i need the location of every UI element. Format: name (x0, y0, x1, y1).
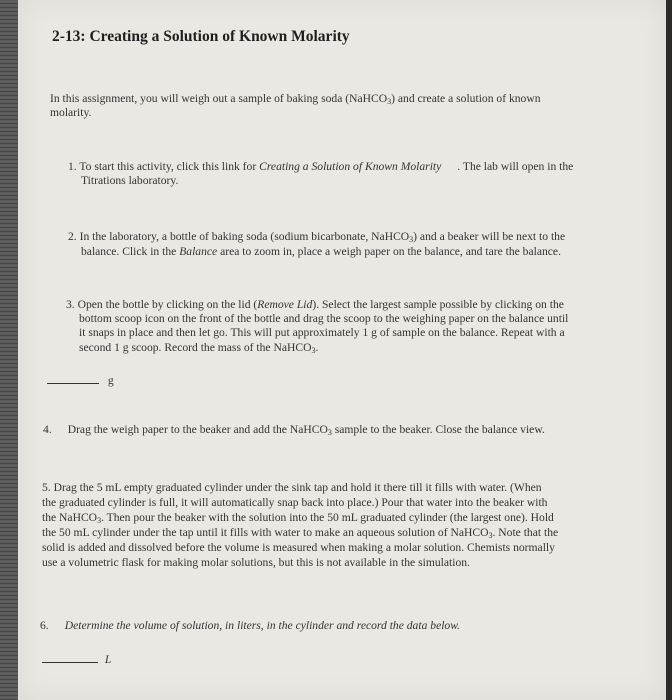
page-title: 2-13: Creating a Solution of Known Molarity (52, 28, 350, 45)
step-2-line-2: balance. Click in the Balance area to zoom in, place a weigh paper on the balance, and tare the balance. (81, 245, 561, 258)
step-5-line-4: the 50 mL cylinder under the tap until it fills with water to make an aqueous solution of NaHCO$_3$. Note that the (42, 526, 559, 540)
mass-answer-blank[interactable] (47, 373, 99, 384)
activity-link[interactable]: Creating a Solution of Known Molarity (259, 160, 442, 173)
step-1-line-1: 1. To start this activity, click this link for Creating a Solution of Known Molarity . The lab will open in the (68, 160, 574, 173)
volume-answer-blank[interactable] (42, 652, 98, 663)
step-6-line: 6. Determine the volume of solution, in liters, in the cylinder and record the data below. (40, 619, 460, 632)
step-5-line-3: the NaHCO$_3$. Then pour the beaker with the solution into the 50 mL graduated cylinder (the largest one). Hold (42, 511, 554, 525)
step-5-line-1: 5. Drag the 5 mL empty graduated cylinder under the sink tap and hold it there till it fills with water. (When (42, 481, 542, 494)
mass-answer-row (47, 373, 114, 388)
intro-line-1: In this assignment, you will weigh out a sample of baking soda (NaHCO$_3$) and create a solution of known (50, 92, 541, 106)
volume-unit: L (104, 653, 112, 666)
step-3-line-1: 3. Open the bottle by clicking on the lid (Remove Lid). Select the largest sample possible by clicking on the (66, 298, 564, 311)
page-edge (0, 0, 18, 700)
step-5-line-2: the graduated cylinder is full, it will automatically snap back into place.) Pour that water into the beaker with (42, 496, 548, 509)
step-5-line-6: use a volumetric flask for making molar solutions, but this is not available in the simulation. (42, 556, 470, 569)
step-1-line-2: Titrations laboratory. (81, 174, 179, 187)
step-3-line-3: it snaps in place and then let go. This will put approximately 1 g of sample on the balance. Repeat with a (79, 326, 565, 339)
step-3-line-4: second 1 g scoop. Record the mass of the NaHCO$_3$. (79, 341, 319, 355)
step-4-line: 4. Drag the weigh paper to the beaker and add the NaHCO$_3$ sample to the beaker. Close the balance view. (43, 423, 545, 437)
step-3-line-2: bottom scoop icon on the front of the bottle and drag the scoop to the weighing paper on the balance until (79, 312, 569, 325)
step-2-line-1: 2. In the laboratory, a bottle of baking soda (sodium bicarbonate, NaHCO$_3$) and a beaker will be next to the (68, 230, 566, 244)
intro-line-2: molarity. (50, 106, 92, 119)
step-5-line-5: solid is added and dissolved before the volume is measured when making a molar solution. Chemists normally (42, 541, 555, 554)
volume-answer-row (42, 652, 111, 667)
mass-unit: g (107, 374, 114, 387)
